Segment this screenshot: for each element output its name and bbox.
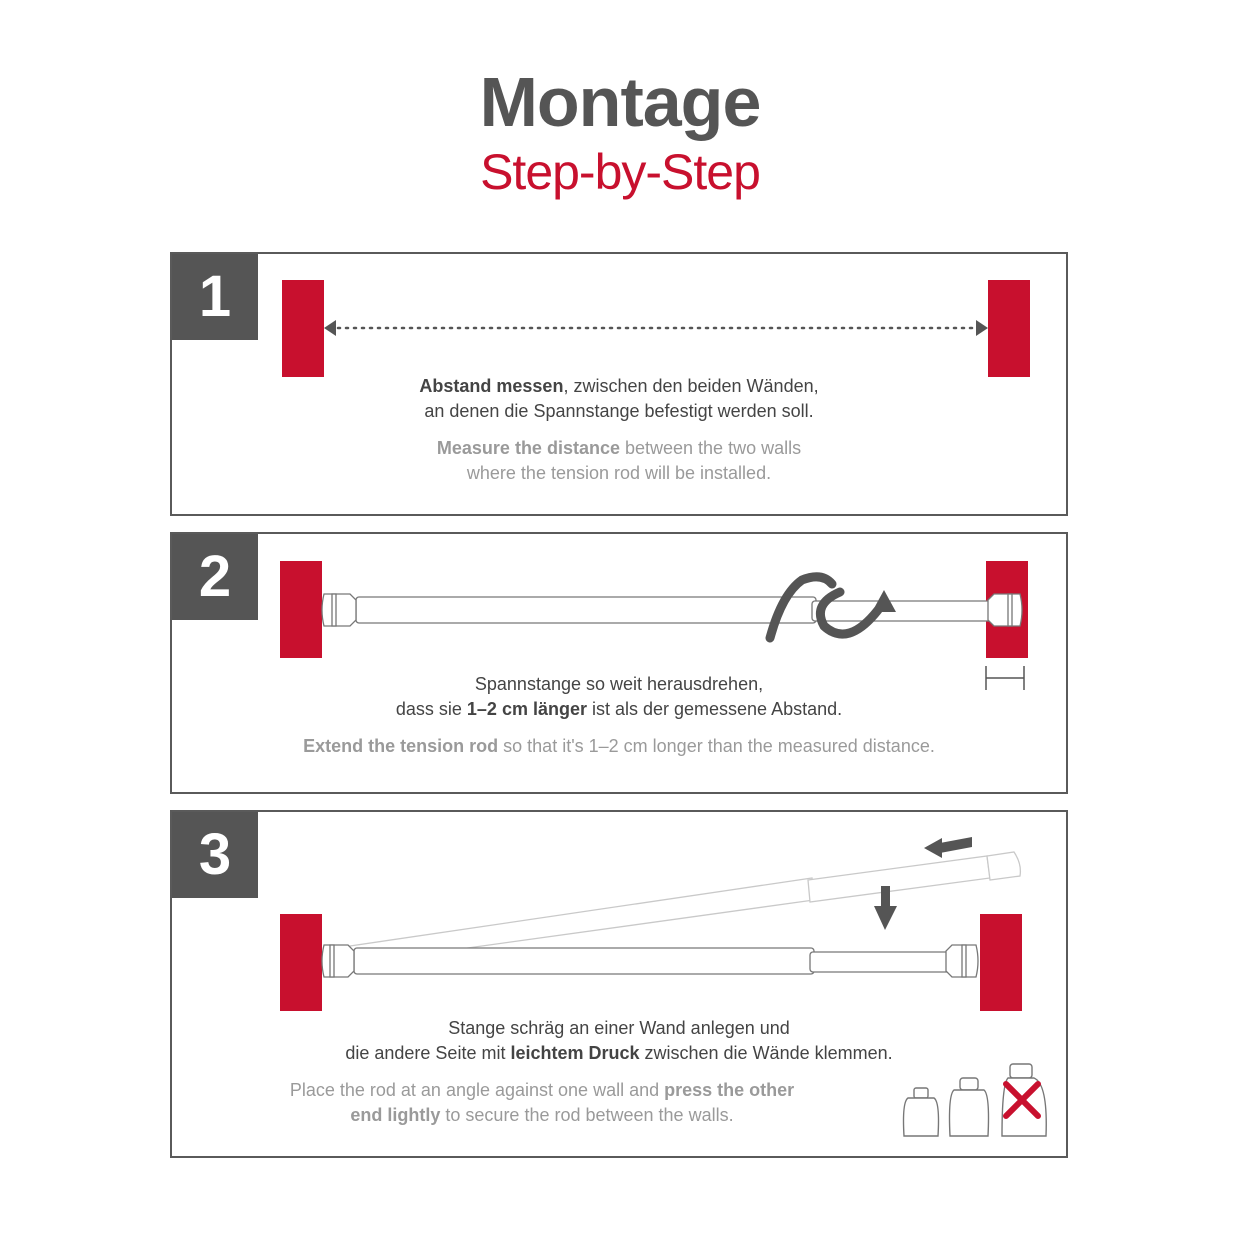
step-1-de-line1: , zwischen den beiden Wänden, [563, 376, 819, 396]
step-3-de-line2-pre: die andere Seite mit [345, 1043, 511, 1063]
step-2-de-bold: 1–2 cm länger [466, 699, 587, 719]
step-3-text-en [172, 1078, 912, 1128]
step-1-text-en [172, 436, 1066, 486]
step-2-text-en [172, 734, 1066, 759]
step-3-de-line1: Stange schräg an einer Wand anlegen und [448, 1018, 790, 1038]
step-3-en-line1-pre: Place the rod at an angle against one wall and [289, 1080, 665, 1100]
step-number-badge: 2 [172, 534, 258, 620]
page-title: Montage [479, 63, 761, 141]
step-2-de-line2-post: ist als der gemessene Abstand. [586, 699, 843, 719]
page-subtitle: Step-by-Step [480, 144, 760, 200]
step-1-de-line2: an denen die Spannstange befestigt werden soll. [424, 401, 814, 421]
step-1-panel [170, 252, 1068, 516]
step-3-en-bold-1: press the other [664, 1080, 795, 1100]
angled-rod-icon [350, 852, 1020, 964]
step-3-en-line2-rest: to secure the rod between the walls. [440, 1105, 734, 1125]
step-2-panel [170, 532, 1068, 794]
step-3-de-bold: leichtem Druck [510, 1043, 640, 1063]
wall-block-icon [980, 914, 1022, 1011]
wall-block-icon [282, 280, 324, 377]
step-1-en-bold: Measure the distance [436, 438, 620, 458]
step-3-panel [170, 810, 1068, 1158]
step-2-text-de [172, 672, 1066, 722]
step-number-badge: 1 [172, 254, 258, 340]
step-3-text-de [172, 1016, 1066, 1066]
step-2-en-rest: so that it's 1–2 cm longer than the measured distance. [498, 736, 935, 756]
step-2-de-line1: Spannstange so weit herausdrehen, [474, 674, 764, 694]
step-2-en-bold: Extend the tension rod [303, 736, 499, 756]
medium-weight-icon [950, 1078, 989, 1136]
step-3-de-line2-post: zwischen die Wände klemmen. [639, 1043, 893, 1063]
wall-block-icon [280, 914, 322, 1011]
step-number-badge: 3 [172, 812, 258, 898]
tension-rod-icon [322, 594, 1022, 626]
step-1-en-line2: where the tension rod will be installed. [466, 463, 772, 483]
step-2-de-line2-pre: dass sie [395, 699, 467, 719]
step-1-de-bold: Abstand messen [419, 376, 564, 396]
tension-rod-icon [322, 945, 978, 977]
wall-block-icon [280, 561, 322, 658]
step-3-en-bold-2: end lightly [350, 1105, 441, 1125]
heavy-weight-crossed-icon [1002, 1064, 1046, 1136]
step-1-text-de [172, 374, 1066, 424]
step-1-en-line1: between the two walls [619, 438, 802, 458]
dotted-double-arrow-icon [324, 320, 988, 336]
arrow-left-icon [924, 837, 972, 858]
wall-block-icon [988, 280, 1030, 377]
